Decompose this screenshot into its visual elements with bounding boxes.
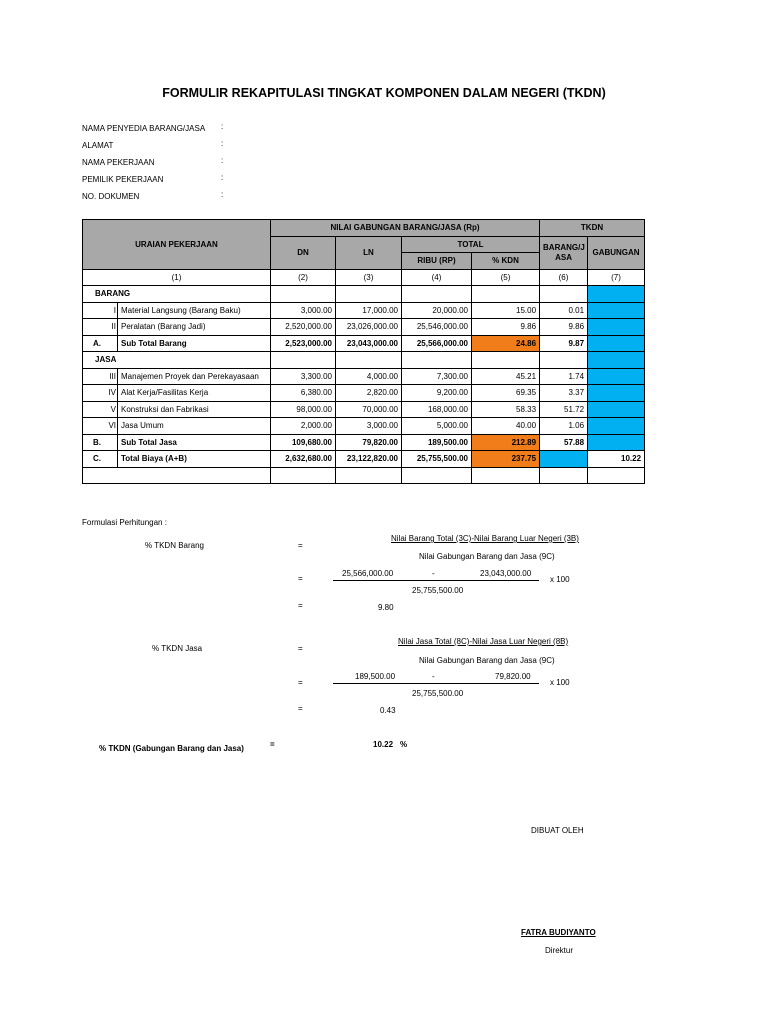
row-code: A. [83,335,118,352]
header-nilai-gabungan: NILAI GABUNGAN BARANG/JASA (Rp) [271,220,540,237]
field-colon: : [221,190,224,199]
row-name: Sub Total Barang [118,335,271,352]
cell-gabungan [588,319,645,336]
times-100: x 100 [550,678,570,687]
minus-sign: - [432,672,435,681]
col-number: (2) [271,269,336,286]
equals-sign: = [270,740,275,749]
signer-position: Direktur [545,946,574,955]
barang-denominator: 25,755,500.00 [412,586,464,595]
cell-kdn: 212.89 [472,434,540,451]
barang-value-2: 23,043,000.00 [480,569,532,578]
cell-total: 25,546,000.00 [402,319,472,336]
header-uraian: URAIAN PEKERJAAN [83,220,271,270]
equals-sign: = [298,574,303,583]
cell-barang-jasa: 0.01 [540,302,588,319]
jasa-numerator-text: Nilai Jasa Total (8C)-Nilai Jasa Luar Negeri (8B) [398,637,569,646]
table-row [83,302,645,319]
empty-row [83,467,645,484]
header-total: TOTAL [402,236,540,253]
cell-ln: 70,000.00 [336,401,402,418]
cell-barang-jasa: 1.74 [540,368,588,385]
row-name: Manajemen Proyek dan Perekayasaan [118,368,271,385]
cell-ln: 23,122,820.00 [336,451,402,468]
table-row [83,368,645,385]
fraction-line [333,580,539,581]
jasa-value-1: 189,500.00 [355,672,396,681]
tkdn-barang-label: % TKDN Barang [145,541,204,550]
subtotal-row-jasa [83,434,645,451]
barang-denominator-text: Nilai Gabungan Barang dan Jasa (9C) [419,552,555,561]
cell-barang-jasa: 51.72 [540,401,588,418]
cell-ln: 3,000.00 [336,418,402,435]
table-row [83,385,645,402]
cell-barang-jasa: 9.87 [540,335,588,352]
cell-gabungan [588,368,645,385]
header-ribu: RIBU (RP) [402,253,472,270]
row-number: I [83,302,118,319]
cell-kdn: 45.21 [472,368,540,385]
cell-kdn: 24.86 [472,335,540,352]
table-row [83,401,645,418]
cell-dn: 6,380.00 [271,385,336,402]
cell-gabungan [588,434,645,451]
header-persen-kdn: % KDN [472,253,540,270]
cell-dn: 109,680.00 [271,434,336,451]
header-tkdn: TKDN [540,220,645,237]
table-row [83,418,645,435]
table-row [83,319,645,336]
row-name: Konstruksi dan Fabrikasi [118,401,271,418]
field-colon: : [221,173,224,182]
field-label-pemilik: PEMILIK PEKERJAAN [82,175,164,184]
section-label: BARANG [83,286,271,303]
cell-dn: 2,000.00 [271,418,336,435]
field-colon: : [221,122,224,131]
signer-name: FATRA BUDIYANTO [521,928,596,937]
row-name: Total Biaya (A+B) [118,451,271,468]
cell-barang-jasa: 57.88 [540,434,588,451]
cell-total: 25,755,500.00 [402,451,472,468]
field-colon: : [221,156,224,165]
cell-barang-jasa: 3.37 [540,385,588,402]
jasa-result: 0.43 [380,706,396,715]
row-name: Peralatan (Barang Jadi) [118,319,271,336]
cell-gabungan [588,335,645,352]
cell-barang-jasa [540,451,588,468]
row-name: Jasa Umum [118,418,271,435]
cell-dn: 3,000.00 [271,302,336,319]
col-number: (5) [472,269,540,286]
row-number: II [83,319,118,336]
percent-sign: % [400,740,408,749]
cell-total: 5,000.00 [402,418,472,435]
row-number: III [83,368,118,385]
field-label-pekerjaan: NAMA PEKERJAAN [82,158,155,167]
barang-value-1: 25,566,000.00 [342,569,394,578]
subtotal-row-barang [83,335,645,352]
document-title: FORMULIR REKAPITULASI TINGKAT KOMPONEN DALAM NEGERI (TKDN) [162,86,606,100]
cell-dn: 3,300.00 [271,368,336,385]
cell-barang-jasa: 1.06 [540,418,588,435]
cell-kdn: 237.75 [472,451,540,468]
cell-ln: 4,000.00 [336,368,402,385]
cell-ln: 23,043,000.00 [336,335,402,352]
equals-sign: = [298,678,303,687]
col-number: (4) [402,269,472,286]
col-number: (7) [588,269,645,286]
cell-ln: 2,820.00 [336,385,402,402]
row-number: VI [83,418,118,435]
tkdn-gabungan-label: % TKDN (Gabungan Barang dan Jasa) [99,744,244,753]
cell-kdn: 15.00 [472,302,540,319]
equals-sign: = [298,704,303,713]
equals-sign: = [298,601,303,610]
cell-gabungan [588,401,645,418]
row-name: Material Langsung (Barang Baku) [118,302,271,319]
fraction-line [333,683,539,684]
header-barang-jasa: BARANG/J ASA [540,236,588,269]
row-number: V [83,401,118,418]
total-row [83,451,645,468]
cell-total: 25,566,000.00 [402,335,472,352]
tkdn-jasa-label: % TKDN Jasa [152,644,203,653]
tkdn-recap-table [82,219,645,484]
header-gabungan: GABUNGAN [588,236,645,269]
section-row-barang [83,286,645,303]
cell-total: 9,200.00 [402,385,472,402]
section-label: JASA [83,352,271,369]
jasa-value-2: 79,820.00 [495,672,531,681]
field-label-penyedia: NAMA PENYEDIA BARANG/JASA [82,124,206,133]
row-name: Alat Kerja/Fasilitas Kerja [118,385,271,402]
cell-dn: 2,520,000.00 [271,319,336,336]
cell-total: 189,500.00 [402,434,472,451]
times-100: x 100 [550,575,570,584]
cell-gabungan: 10.22 [588,451,645,468]
minus-sign: - [432,569,435,578]
row-number: IV [83,385,118,402]
cell-dn: 2,632,680.00 [271,451,336,468]
jasa-denominator-text: Nilai Gabungan Barang dan Jasa (9C) [419,656,555,665]
made-by-label: DIBUAT OLEH [531,826,584,835]
equals-sign: = [298,644,303,653]
row-name: Sub Total Jasa [118,434,271,451]
cell-total: 7,300.00 [402,368,472,385]
equals-sign: = [298,541,303,550]
cell-ln: 23,026,000.00 [336,319,402,336]
cell-kdn: 9.86 [472,319,540,336]
field-colon: : [221,139,224,148]
header-ln: LN [336,236,402,269]
jasa-denominator: 25,755,500.00 [412,689,464,698]
col-number: (6) [540,269,588,286]
cell-gabungan [588,302,645,319]
barang-numerator-text: Nilai Barang Total (3C)-Nilai Barang Luar Negeri (3B) [391,534,579,543]
col-number: (1) [83,269,271,286]
cell-dn: 98,000.00 [271,401,336,418]
cell-kdn: 40.00 [472,418,540,435]
cell-total: 20,000.00 [402,302,472,319]
cell-ln: 79,820.00 [336,434,402,451]
formula-heading: Formulasi Perhitungan : [82,518,167,527]
cell-dn: 2,523,000.00 [271,335,336,352]
field-label-dokumen: NO. DOKUMEN [82,192,140,201]
cell-barang-jasa: 9.86 [540,319,588,336]
cell-total: 168,000.00 [402,401,472,418]
cell-ln: 17,000.00 [336,302,402,319]
cell-gabungan [588,385,645,402]
row-code: B. [83,434,118,451]
header-dn: DN [271,236,336,269]
cell-kdn: 69.35 [472,385,540,402]
section-row-jasa [83,352,645,369]
barang-result: 9.80 [378,603,394,612]
column-number-row [83,269,645,286]
cell-gabungan [588,418,645,435]
col-number: (3) [336,269,402,286]
field-label-alamat: ALAMAT [82,141,114,150]
row-code: C. [83,451,118,468]
tkdn-gabungan-value: 10.22 [373,740,394,749]
cell-kdn: 58.33 [472,401,540,418]
